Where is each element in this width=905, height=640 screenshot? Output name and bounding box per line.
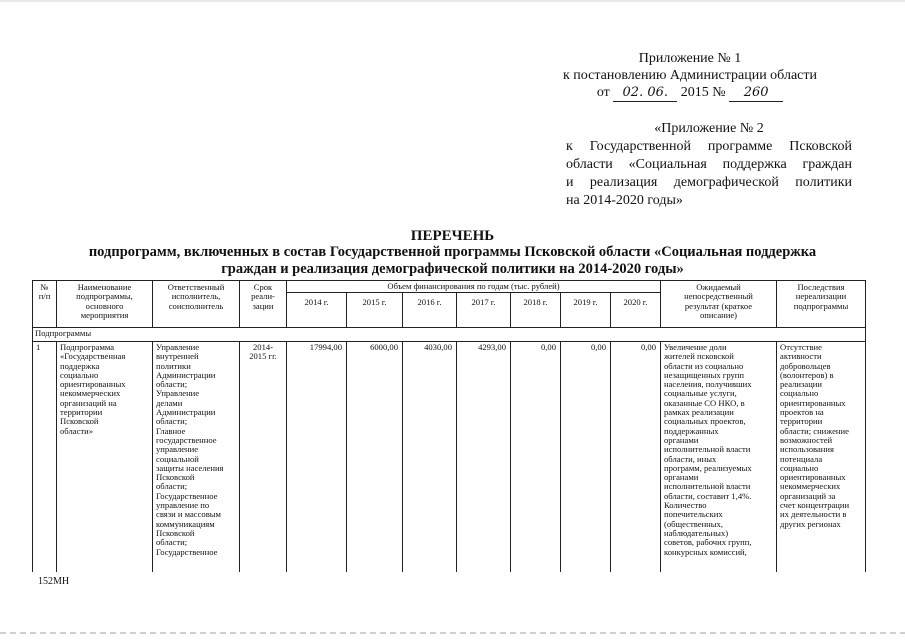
header-year: 2016 г. (417, 298, 442, 307)
header-year: 2018 г. (523, 298, 548, 307)
column-divider (510, 341, 511, 572)
header-year: 2017 г. (471, 298, 496, 307)
row-result: Увеличение доли жителей псковской области из социально незащищенных групп населения, получивших социальные услуги, оказанные СО НКО, в рамках реализации социальных проектов, поддержанных органами исполнительной власти области, иных программ, реализуемых органами исполнительной власти области, составит 1,4%. Количество попечительских (общественных, наблюдательных) советов, рабочих групп, конкурсных комиссий, (664, 343, 752, 557)
row-term: 2014- 2015 гг. (249, 343, 277, 362)
header-bottom-line (32, 327, 866, 328)
header-year: 2014 г. (304, 298, 329, 307)
scan-edge-top (0, 0, 905, 2)
attachment-2-line: и реализация демографической политики (566, 175, 852, 190)
subprograms-table (32, 280, 866, 572)
header-term: Срок реали- зации (251, 283, 275, 311)
handwritten-number: 260 (729, 84, 783, 102)
column-divider (456, 341, 457, 572)
funding-2019: 0,00 (590, 343, 606, 352)
scan-edge-bottom (0, 632, 905, 634)
header-year: 2015 г. (362, 298, 387, 307)
header-name: Наименование подпрограммы, основного мероприятия (76, 283, 133, 320)
header-year: 2020 г. (623, 298, 648, 307)
row-responsible: Управление внутренней политики Администрации области; Управление делами Администрации области; Главное государственное управление социальной защиты населения Псковской области; Государственное управление по связи и массовым коммуникациям Псковской области; Государственное (156, 343, 224, 557)
row-consequences: Отсутствие активности добровольцев (волонтеров) в реализации социально ориентированных проектов на территории области; снижение возможностей использования потенциала социально ориентированных некоммерческих организаций за счет концентрации их деятельности в других регионах (780, 343, 850, 529)
row-name: Подпрограмма «Государственная поддержка социально ориентированных некоммерческих организаций на территории Псковской области» (60, 343, 126, 436)
funding-2018: 0,00 (540, 343, 556, 352)
attachment-1-block (540, 50, 840, 102)
document-subtitle-line-2: граждан и реализация демографической политики на 2014-2020 годы» (221, 261, 684, 277)
table-border-left (32, 280, 33, 572)
column-divider (346, 341, 347, 572)
column-divider (610, 341, 611, 572)
table-border-top (32, 280, 866, 281)
funding-2014: 17994,00 (309, 343, 342, 352)
date-prefix: от (596, 85, 610, 100)
section-bottom-line (32, 341, 866, 342)
column-divider (776, 341, 777, 572)
row-number: 1 (36, 343, 41, 352)
funding-header-divider (286, 292, 660, 293)
table-border-right (865, 280, 866, 572)
funding-2016: 4030,00 (424, 343, 452, 352)
header-consequences: Последствия нереализации подпрограммы (793, 283, 849, 311)
column-divider (56, 341, 57, 572)
document-subtitle-line-1: подпрограмм, включенных в состав Государственной программы Псковской области «Социальная поддержка (88, 244, 817, 260)
header-funding: Объем финансирования по годам (тыс. рублей) (387, 282, 560, 291)
year-label: 2015 № (680, 85, 726, 100)
column-divider (286, 341, 287, 572)
document-title: ПЕРЕЧЕНЬ (410, 228, 495, 244)
funding-2017: 4293,00 (478, 343, 506, 352)
header-number: № п/п (38, 283, 51, 302)
column-divider (402, 341, 403, 572)
attachment-1-decree: к постановлению Администрации области (563, 68, 817, 83)
attachment-2-line: на 2014-2020 годы» (566, 193, 683, 208)
header-responsible: Ответственный исполнитель, соисполнитель (167, 283, 225, 311)
attachment-1-date-line (540, 84, 840, 102)
funding-2015: 6000,00 (370, 343, 398, 352)
header-year: 2019 г. (573, 298, 598, 307)
funding-2020: 0,00 (640, 343, 656, 352)
attachment-2-block (566, 120, 852, 210)
attachment-2-line: к Государственной программе Псковской (566, 139, 852, 154)
handwritten-date: 02. 06. (613, 84, 677, 102)
attachment-2-line: области «Социальная поддержка граждан (566, 157, 852, 172)
document-code: 152МН (38, 576, 70, 587)
header-result: Ожидаемый непосредственный результат (краткое описание) (684, 283, 753, 320)
attachment-1-title: Приложение № 1 (638, 51, 742, 66)
section-label: Подпрограммы (35, 329, 92, 338)
attachment-2-title: «Приложение № 2 (654, 121, 764, 136)
column-divider (152, 341, 153, 572)
column-divider (560, 341, 561, 572)
column-divider (660, 341, 661, 572)
